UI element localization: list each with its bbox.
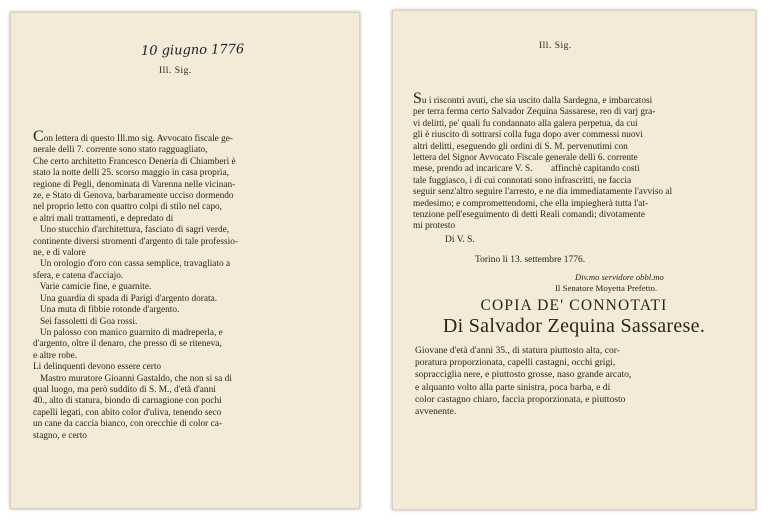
connotati-caption: COPIA DE' CONNOTATI [480, 297, 668, 314]
signoff-line: Div.mo servidore obbl.mo [575, 272, 664, 282]
right-letter-body [413, 90, 673, 233]
left-text-line: Un palosso con manico guarnito di madreperla, e [33, 327, 223, 338]
left-text-line: nerale delli 7. corrente sono stato ragguagliato, [33, 145, 208, 156]
left-salutation-header: Ill. Sig. [159, 66, 192, 76]
left-text-line: ze, e Stato di Genova, barbaramente ucciso dormendo [33, 191, 234, 202]
right-text-line: tale fuggiasco, i di cui connotati sono infrascritti, ne faccia [413, 175, 632, 186]
right-text-line: gli è riuscito di sottrarsi colla fuga dopo aver commessi nuovi [413, 130, 643, 141]
left-text-line: sfera, e catena d'acciajo. [33, 270, 124, 281]
left-text-line: Che certo architetto Francesco Deneria di Chiamberì è [33, 156, 236, 167]
right-text-line: per terra ferma certo Salvador Zequina Sassarese, reo di varj gra- [413, 107, 656, 118]
right-text-line: seguir senz'altro seguire l'arresto, e ne dia immediatamente l'avviso al [413, 187, 673, 198]
left-body-lines [33, 145, 238, 440]
left-text-line: nel proprio letto con quattro colpi di stilo nel capo, [33, 202, 222, 213]
left-letter-body [33, 128, 238, 442]
left-text-line: stagno, e certo [33, 430, 87, 441]
right-document-page [392, 10, 756, 510]
left-text-line: Una muta di fibbie rotonde d'argento. [33, 305, 180, 316]
right-text-line: lettera del Signor Avvocato Fiscale generale delli 6. corrente [413, 153, 638, 164]
description-line: poratura proporzionata, capelli castagni, occhi grigi, [415, 357, 616, 369]
left-text-line: un cane da caccia bianco, con orecchie di color ca- [33, 419, 222, 430]
description-line: Giovane d'età d'anni 35., di statura piuttosto alta, cor- [415, 345, 620, 356]
left-text-line: Uno stucchio d'architettura, fasciato di sagrì verde, [33, 225, 230, 236]
right-text-line: mi protesto [413, 221, 456, 232]
left-text-line: 40., alto di statura, biondo di carnagione con pochi [33, 396, 222, 407]
fugitive-name-heading: Di Salvador Zequina Sassarese. [442, 315, 706, 337]
left-text-line: Una guardia di spada di Parigi d'argento dorata. [33, 293, 218, 304]
left-text-line: stato la notte delli 25. scorso maggio in casa propria, [33, 168, 229, 179]
description-line: avvenente. [415, 406, 457, 418]
description-line: e alquanto volto alla parte sinistra, poca barba, e di [415, 381, 611, 393]
left-first-line: on lettera di questo Ill.mo sig. Avvocato fiscale ge- [43, 134, 234, 144]
right-body-lines [413, 107, 672, 231]
description-line: color castagno chiaro, faccia proporzionata, e piuttosto [415, 393, 626, 405]
right-dropcap: S [413, 90, 422, 107]
description-line: sopracciglia nere, e piuttosto grosse, naso grande arcato, [415, 369, 632, 381]
right-first-line: u i riscontri avuti, che sia uscito dalla Sardegna, e imbarcatosi [421, 96, 653, 106]
place-and-date: Torino li 13. settembre 1776. [475, 255, 586, 265]
left-text-line: qual luogo, ma però suddito di S. M., d'età d'anni [33, 384, 216, 395]
left-document-page [10, 12, 360, 509]
left-text-line: regione di Pegli, denominata di Varenna nelle vicinan- [33, 179, 236, 190]
left-text-line: e altre robe. [33, 350, 78, 361]
left-text-line: e altri mali trattamenti, e depredato di [33, 213, 174, 224]
left-text-line: capelli legati, con abito color d'uliva, tenendo seco [33, 407, 222, 418]
left-text-line: d'argento, oltre il denaro, che presso di se riteneva, [33, 339, 222, 350]
right-text-line: mese, prendo ad incaricare V. S. affinchè capitando costì [413, 164, 640, 175]
right-text-line: medesimo; e compromettendomi, che ella impiegherà tutta l'at- [413, 198, 649, 209]
left-text-line: Li delinquenti devono essere certo [33, 362, 162, 373]
left-text-line: Un orologio d'oro con cassa semplice, travagliato a [33, 259, 231, 270]
right-text-line: altri delitti, eseguendo gli ordini di S. M. pervenutimi con [413, 141, 628, 152]
left-text-line: continente diversi stromenti d'argento di tale professio- [33, 236, 238, 247]
right-text-line: tenzione pell'eseguimento di detti Reali comandi; divotamente [413, 210, 645, 221]
signature-line: Il Senatore Moyetta Prefetto. [555, 283, 658, 293]
left-text-line: ne, e di valore [33, 248, 86, 259]
right-text-line: vi delitti, pe' quali fu condannato alla galera perpetua, da cui [413, 118, 638, 129]
left-text-line: Mastro muratore Gioanni Gastaldo, che non si sa di [33, 373, 232, 384]
left-text-line: Sei fassoletti di Goa rossi. [33, 316, 138, 327]
left-text-line: Varie camicie fine, e guarnite. [33, 282, 152, 293]
closing-salutation: Di V. S. [445, 235, 475, 245]
right-salutation-header: Ill. Sig. [539, 41, 572, 51]
handwritten-date-note: 10 giugno 1776 [140, 42, 245, 59]
fugitive-description [415, 345, 631, 418]
left-dropcap: C [33, 128, 44, 145]
